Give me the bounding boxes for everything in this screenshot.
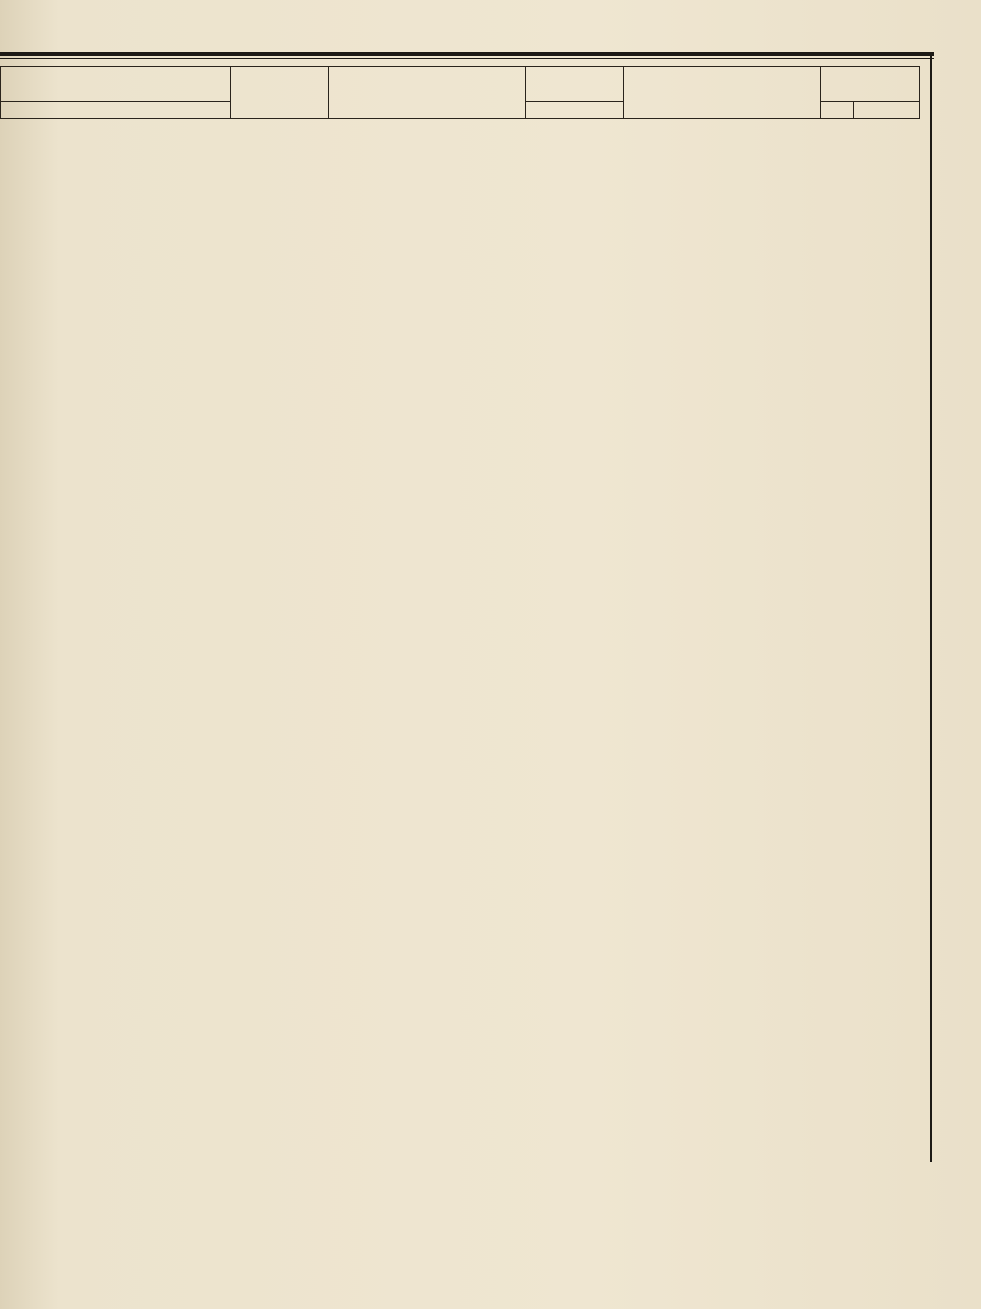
group-ratios bbox=[821, 67, 920, 102]
sub-blank bbox=[821, 102, 854, 119]
group-origin bbox=[624, 67, 821, 119]
group-damage-counts bbox=[230, 67, 328, 119]
group-causes bbox=[1, 67, 231, 102]
sub-krytykh bbox=[526, 102, 624, 119]
right-border bbox=[930, 52, 932, 1162]
sub-pozh-ub bbox=[854, 102, 920, 119]
group-header-row bbox=[1, 67, 920, 102]
header-rule bbox=[0, 52, 934, 56]
group-losses bbox=[329, 67, 526, 119]
header-rule-thin bbox=[0, 58, 934, 59]
group-burned-buildings bbox=[526, 67, 624, 102]
statistics-table bbox=[0, 66, 920, 119]
sub-causes-blank bbox=[1, 102, 231, 119]
